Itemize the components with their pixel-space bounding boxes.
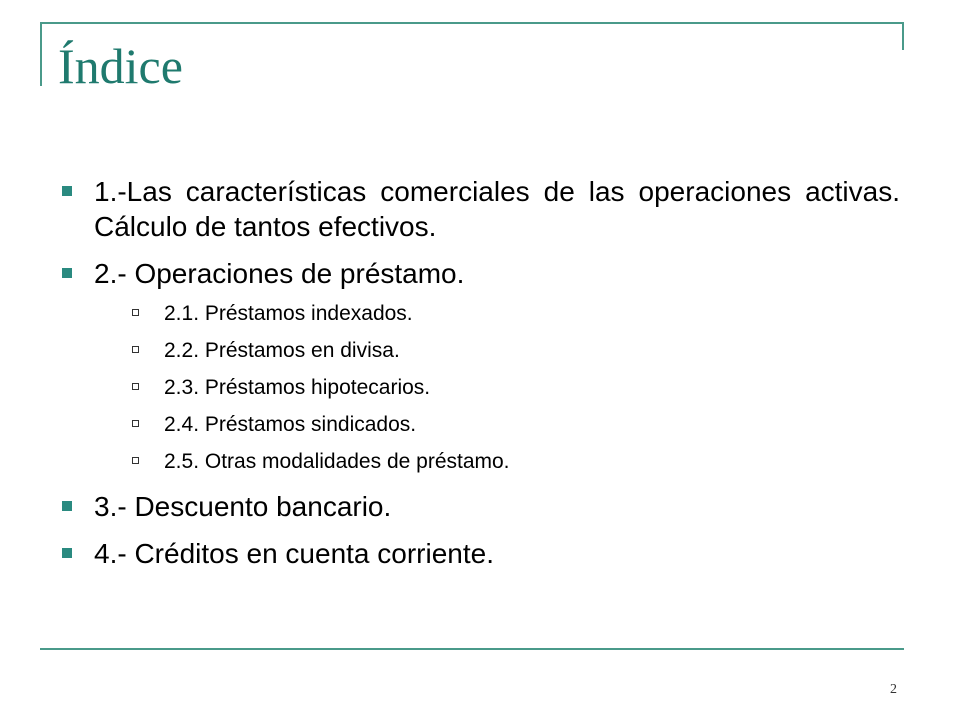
square-bullet-icon bbox=[62, 501, 72, 511]
index-item-text: 1.-Las características comerciales de las operaciones activas. Cálculo de tantos efectivos. bbox=[94, 176, 900, 242]
frame-left-line bbox=[40, 22, 42, 86]
index-item-2 bbox=[60, 256, 900, 475]
sub-item-2-5 bbox=[94, 449, 900, 475]
sub-item-text: 2.2. Préstamos en divisa. bbox=[164, 339, 400, 362]
sub-item-2-4 bbox=[94, 412, 900, 438]
index-item-3 bbox=[60, 489, 900, 524]
footer-line bbox=[40, 648, 904, 650]
hollow-square-bullet-icon bbox=[132, 383, 139, 390]
sub-item-text: 2.5. Otras modalidades de préstamo. bbox=[164, 450, 510, 473]
sub-item-text: 2.4. Préstamos sindicados. bbox=[164, 413, 417, 436]
square-bullet-icon bbox=[62, 548, 72, 558]
index-list bbox=[60, 174, 900, 571]
square-bullet-icon bbox=[62, 186, 72, 196]
hollow-square-bullet-icon bbox=[132, 457, 139, 464]
slide-title: Índice bbox=[58, 38, 183, 94]
sub-item-text: 2.3. Préstamos hipotecarios. bbox=[164, 376, 431, 399]
hollow-square-bullet-icon bbox=[132, 309, 139, 316]
frame-top-line bbox=[40, 22, 904, 24]
page-number: 2 bbox=[890, 682, 897, 697]
sub-item-2-1 bbox=[94, 301, 900, 327]
sub-item-2-3 bbox=[94, 375, 900, 401]
index-item-text: 3.- Descuento bancario. bbox=[94, 491, 392, 522]
slide-content bbox=[60, 174, 900, 583]
hollow-square-bullet-icon bbox=[132, 420, 139, 427]
sub-item-text: 2.1. Préstamos indexados. bbox=[164, 302, 413, 325]
frame-right-line bbox=[902, 22, 904, 50]
square-bullet-icon bbox=[62, 268, 72, 278]
sub-item-2-2 bbox=[94, 338, 900, 364]
index-item-text: 2.- Operaciones de préstamo. bbox=[94, 258, 465, 289]
hollow-square-bullet-icon bbox=[132, 346, 139, 353]
index-item-1 bbox=[60, 174, 900, 244]
index-item-4 bbox=[60, 536, 900, 571]
index-item-text: 4.- Créditos en cuenta corriente. bbox=[94, 538, 494, 569]
sub-index-list bbox=[94, 301, 900, 475]
